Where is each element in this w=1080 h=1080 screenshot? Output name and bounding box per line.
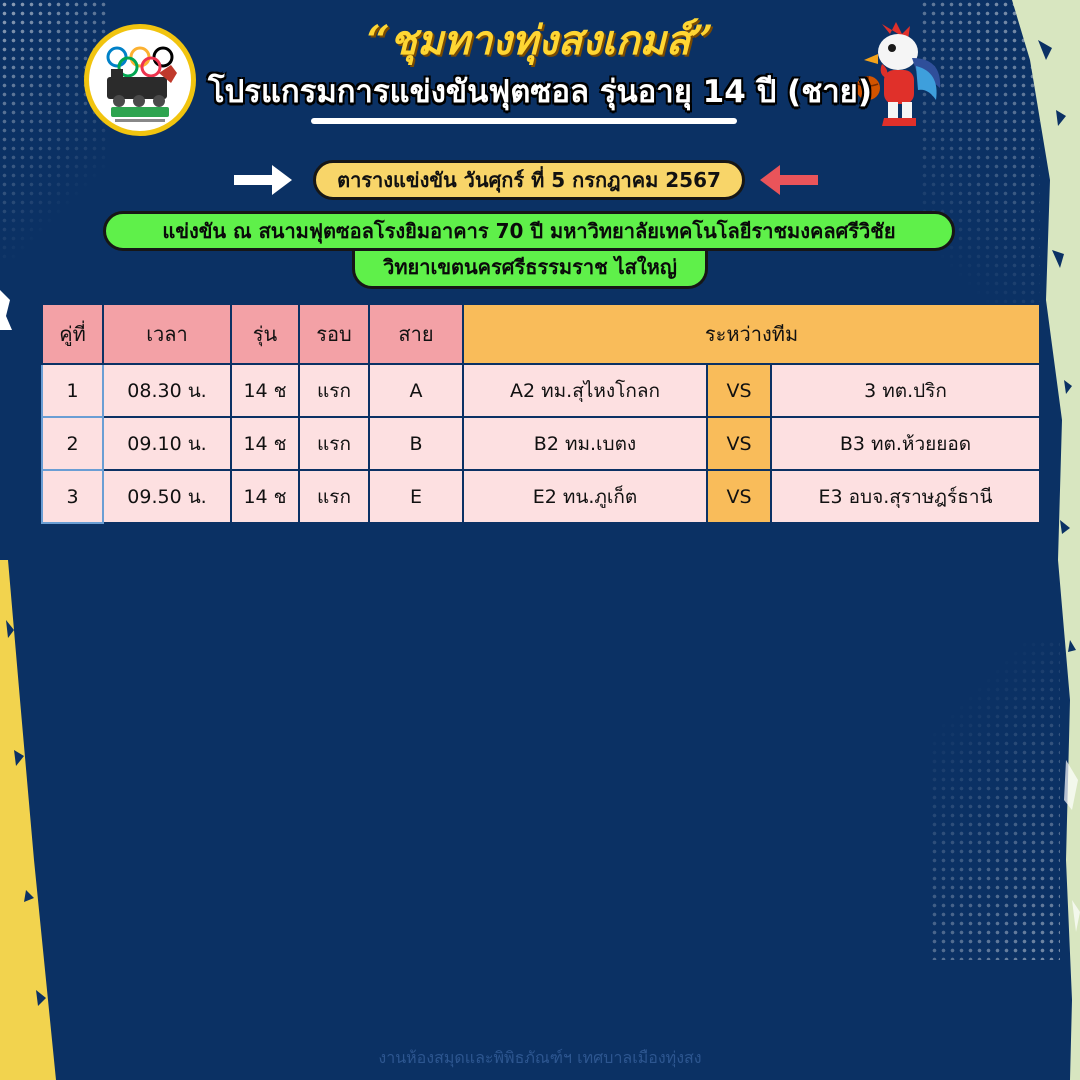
paint-stripe-left	[0, 560, 70, 1080]
program-subtitle: โปรแกรมการแข่งขันฟุตซอล รุ่นอายุ 14 ปี (ชาย)	[207, 74, 873, 110]
cell-round: แรก	[299, 417, 369, 470]
cell-team-b: B3 ทต.ห้วยยอด	[771, 417, 1040, 470]
cell-team-b: 3 ทต.ปริก	[771, 364, 1040, 417]
header-time: เวลา	[103, 304, 231, 364]
cell-round: แรก	[299, 470, 369, 523]
venue-label-line2: วิทยาเขตนครศรีธรรมราช ไสใหญ่	[352, 249, 708, 289]
cell-vs: VS	[707, 417, 771, 470]
cell-team-a: E2 ทน.ภูเก็ต	[463, 470, 707, 523]
cell-age: 14 ช	[231, 417, 299, 470]
venue-label-line1: แข่งขัน ณ สนามฟุตซอลโรงยิมอาคาร 70 ปี มหาวิทยาลัยเทคโนโลยีราชมงคลศรีวิชัย	[103, 211, 955, 251]
cell-team-a: A2 ทม.สุไหงโกลก	[463, 364, 707, 417]
cell-group: B	[369, 417, 463, 470]
cell-pair: 2	[42, 417, 103, 470]
cell-team-b: E3 อบจ.สุราษฎร์ธานี	[771, 470, 1040, 523]
cell-time: 09.50 น.	[103, 470, 231, 523]
header-age: รุ่น	[231, 304, 299, 364]
match-schedule-table	[41, 303, 1041, 524]
arrow-right-icon	[232, 162, 294, 198]
footer-credit: งานห้องสมุดและพิพิธภัณฑ์ฯ เทศบาลเมืองทุ่งสง	[378, 1048, 702, 1067]
cell-vs: VS	[707, 364, 771, 417]
cell-round: แรก	[299, 364, 369, 417]
header-round: รอบ	[299, 304, 369, 364]
header-pair: คู่ที่	[42, 304, 103, 364]
cell-time: 09.10 น.	[103, 417, 231, 470]
cell-vs: VS	[707, 470, 771, 523]
header-teams: ระหว่างทีม	[463, 304, 1040, 364]
cell-group: A	[369, 364, 463, 417]
title-underline	[311, 118, 737, 124]
schedule-date-label: ตารางแข่งขัน วันศุกร์ ที่ 5 กรกฎาคม 2567	[313, 160, 745, 200]
paint-stripe-right	[1000, 0, 1080, 1080]
cell-group: E	[369, 470, 463, 523]
table-header-row	[42, 304, 1040, 364]
cell-age: 14 ช	[231, 364, 299, 417]
header-group: สาย	[369, 304, 463, 364]
cell-age: 14 ช	[231, 470, 299, 523]
event-title: “ชุมทางทุ่งสงเกมส์”	[366, 17, 714, 64]
cell-time: 08.30 น.	[103, 364, 231, 417]
table-row	[42, 364, 1040, 417]
arrow-left-icon	[758, 162, 820, 198]
cell-team-a: B2 ทม.เบตง	[463, 417, 707, 470]
cell-pair: 3	[42, 470, 103, 523]
table-row	[42, 470, 1040, 523]
cell-pair: 1	[42, 364, 103, 417]
table-row	[42, 417, 1040, 470]
paint-splash-left	[0, 290, 14, 330]
